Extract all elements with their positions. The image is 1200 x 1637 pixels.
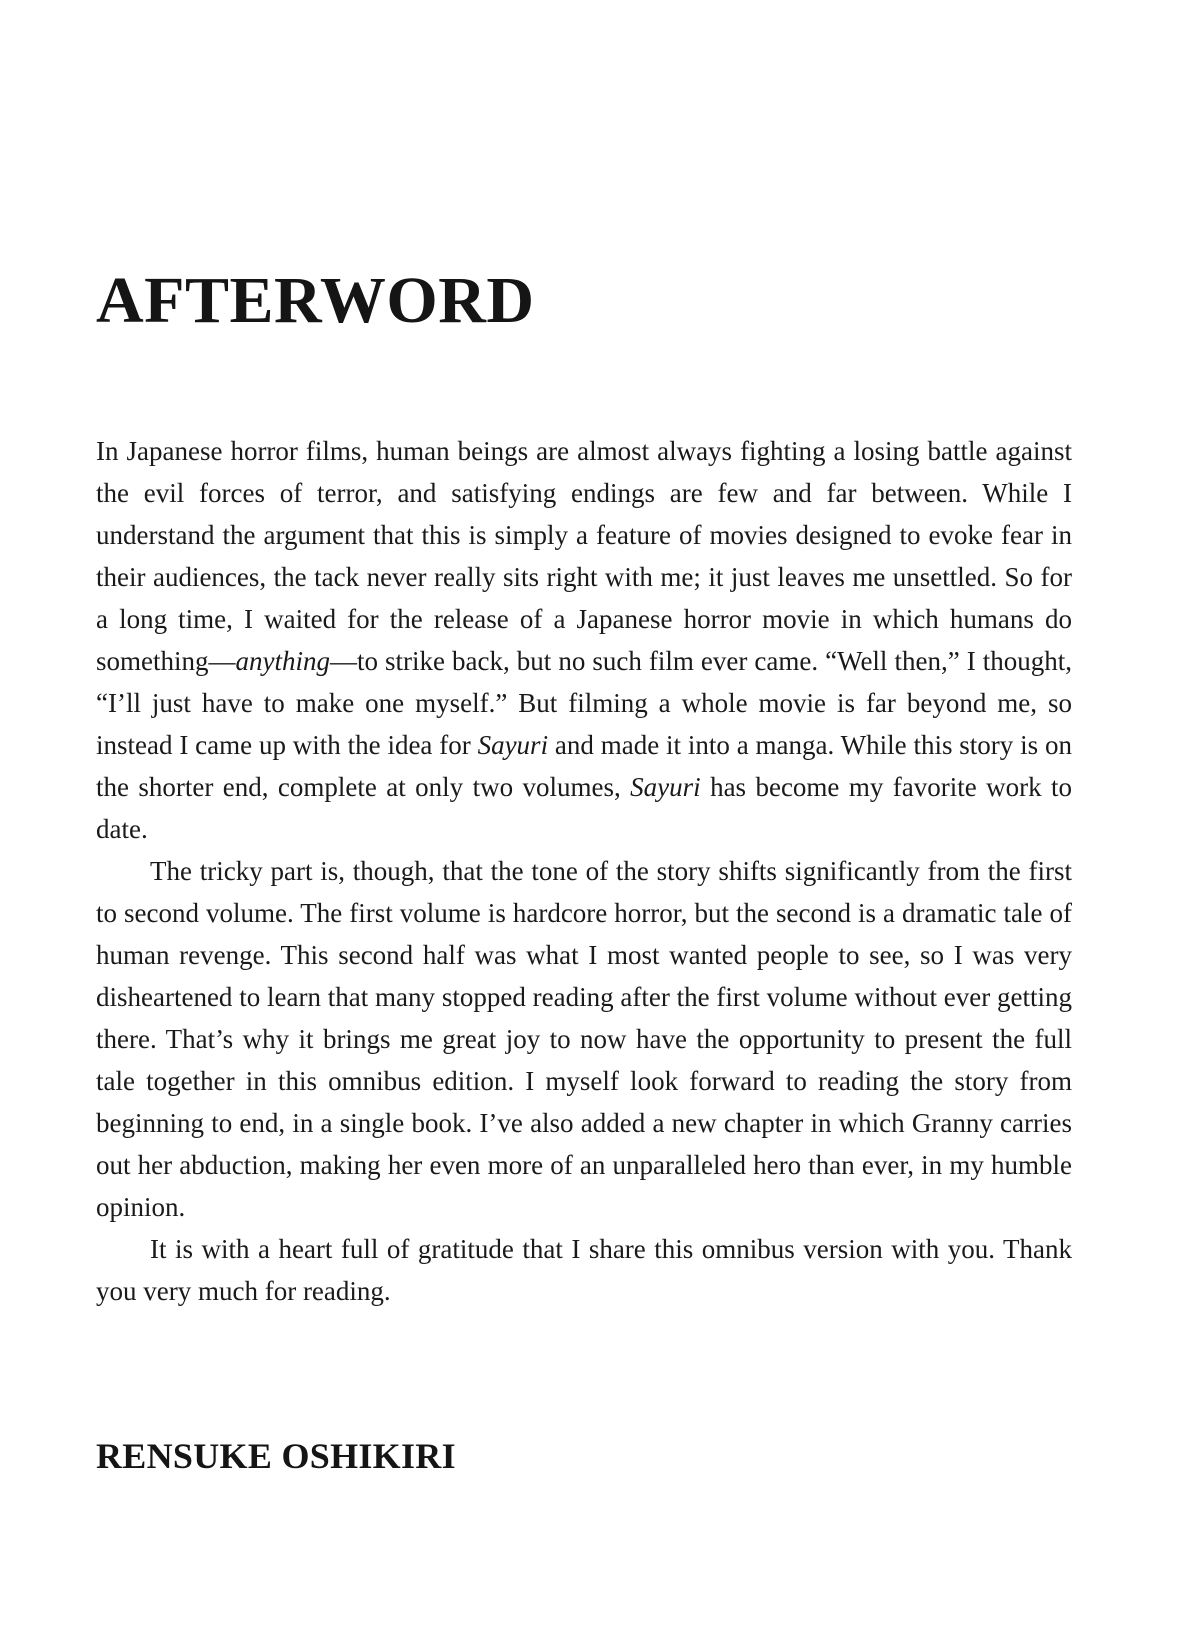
paragraph-1 bbox=[96, 430, 1072, 850]
paragraph-text: In Japanese horror films, human beings are almost always fighting a losing battle against the evil forces of terror, and satisfying endings are few and far between. While I understand the argument that this is simply a feature of movies designed to evoke fear in their audiences, the tack never really sits right with me; it just leaves me unsettled. So for a long time, I waited for the release of a Japanese horror movie in which humans do something— bbox=[96, 436, 1072, 676]
italic-title: Sayuri bbox=[630, 772, 701, 802]
paragraph-text: and made it into a manga. While this story is on the shorter end, complete at only two volumes, bbox=[96, 730, 1072, 802]
paragraph-text: The tricky part is, though, that the tone of the story shifts significantly from the first to second volume. The first volume is hardcore horror, but the second is a dramatic tale of human revenge. This second half was what I most wanted people to see, so I was very disheartened to learn that many stopped reading after the first volume without ever getting there. That’s why it brings me great joy to now have the opportunity to present the full tale together in this omnibus edition. I myself look forward to reading the story from beginning to end, in a single book. I’ve also added a new chapter in which Granny carries out her abduction, making her even more of an unparalleled hero than ever, in my humble opinion. bbox=[96, 856, 1072, 1222]
italic-emphasis: anything bbox=[235, 646, 330, 676]
paragraph-text: —to strike back, but no such film ever came. “Well then,” I thought, “I’ll just have to make one myself.” But filming a whole movie is far beyond me, so instead I came up with the idea for bbox=[96, 646, 1072, 760]
italic-title: Sayuri bbox=[477, 730, 549, 760]
paragraph-text: has become my favorite work to date. bbox=[96, 772, 1072, 844]
afterword-body bbox=[96, 430, 1072, 1312]
page-title: AFTERWORD bbox=[96, 264, 535, 337]
author-signature: RENSUKE OSHIKIRI bbox=[96, 1436, 456, 1476]
paragraph-3 bbox=[96, 1228, 1072, 1312]
paragraph-text: It is with a heart full of gratitude that I share this omnibus version with you. Thank you very much for reading. bbox=[96, 1234, 1072, 1306]
paragraph-2 bbox=[96, 850, 1072, 1228]
